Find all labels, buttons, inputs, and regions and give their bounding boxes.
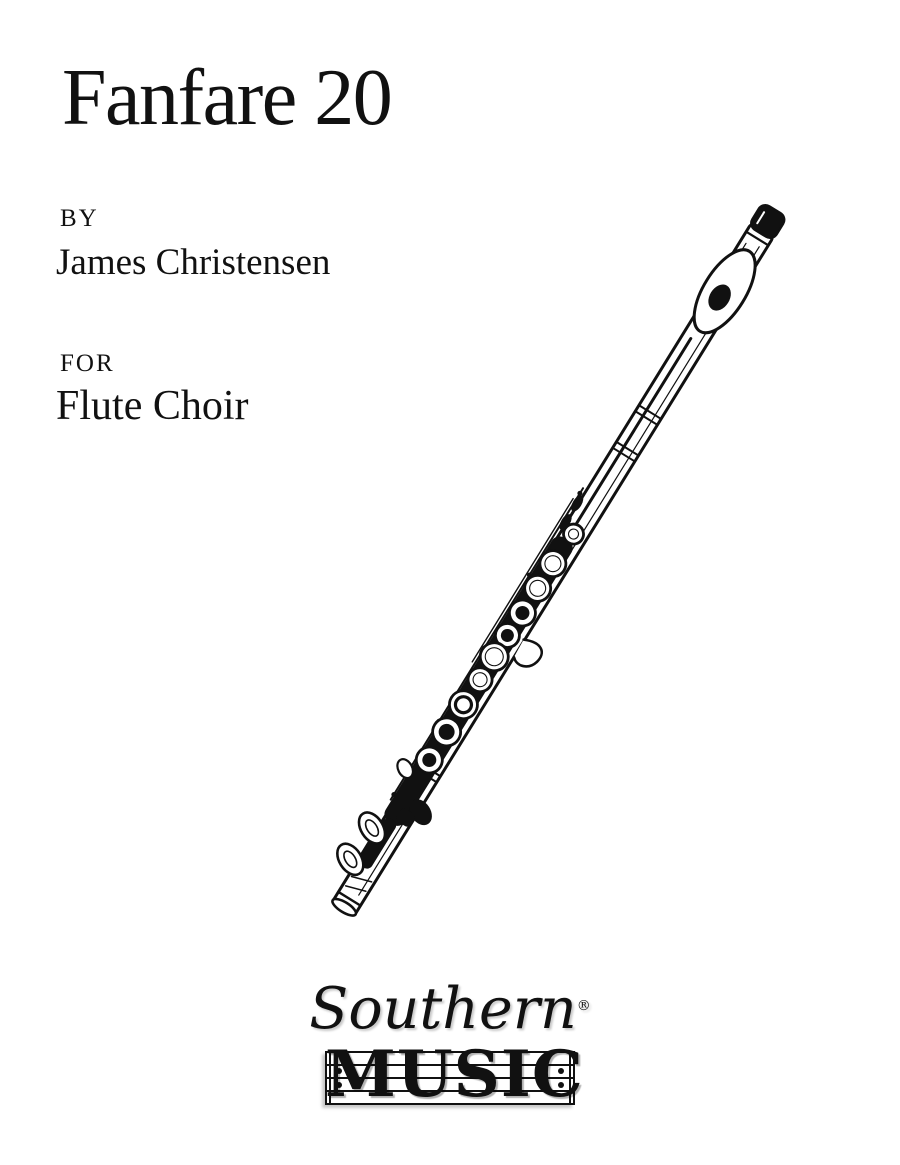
publisher-block-name: MUSIC	[325, 1037, 584, 1112]
by-label: BY	[60, 205, 99, 232]
flute-lip-plate	[682, 240, 767, 342]
composer-name: James Christensen	[56, 242, 331, 283]
registered-trademark-icon: ®	[576, 998, 591, 1014]
publisher-script-name	[290, 976, 610, 1042]
flute-keys	[411, 516, 589, 779]
for-label: FOR	[60, 350, 115, 377]
ensemble-name: Flute Choir	[56, 383, 249, 429]
music-staff	[325, 1037, 584, 1112]
publisher-logo	[290, 976, 610, 1112]
publisher-script-text: Southern	[309, 976, 577, 1042]
page-title: Fanfare 20	[62, 54, 392, 142]
